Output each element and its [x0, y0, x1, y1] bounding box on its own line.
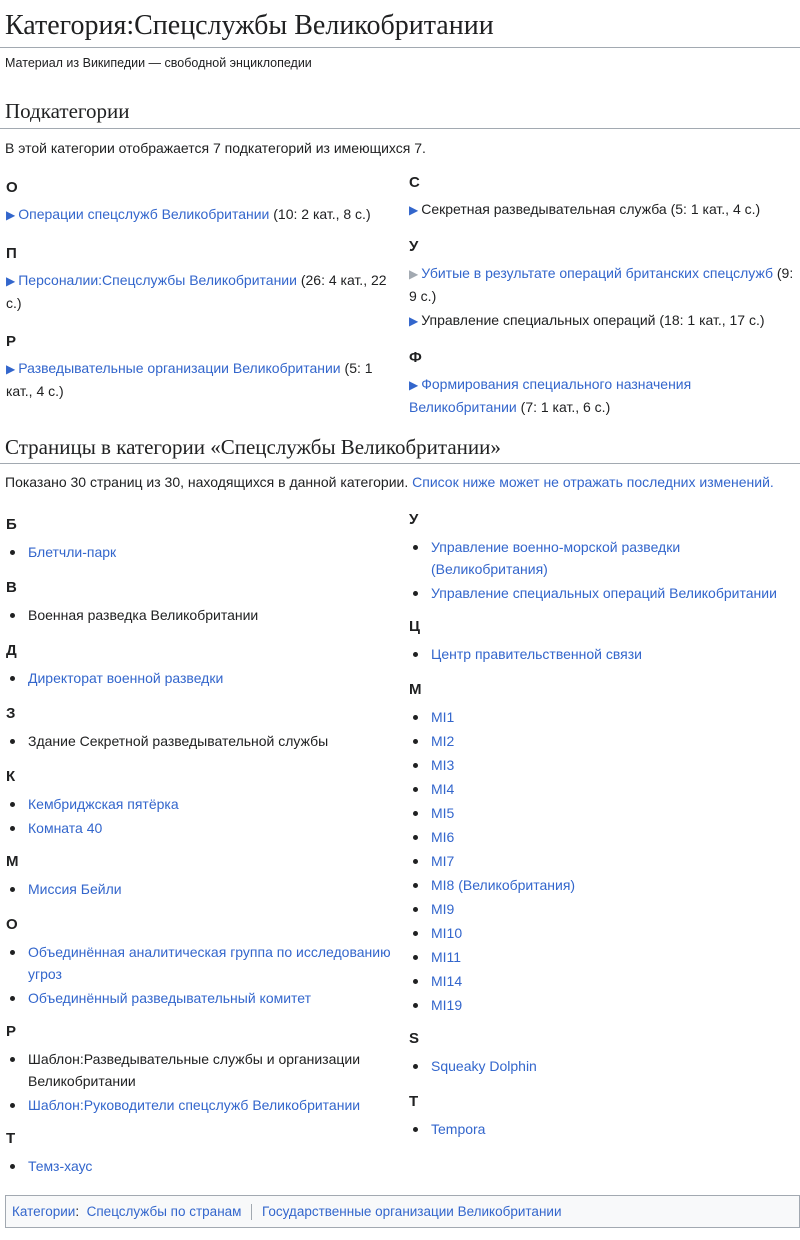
- page-group: [6, 767, 394, 839]
- triangle-right-icon[interactable]: ▶: [409, 202, 419, 217]
- list-item: [409, 922, 800, 944]
- group-letter: Д: [6, 642, 17, 659]
- triangle-right-icon[interactable]: ▶: [6, 273, 16, 288]
- group-letter: Р: [6, 1023, 17, 1040]
- subcategory-item: [409, 262, 800, 307]
- subcategory-item: [6, 357, 394, 402]
- group-letter: В: [6, 579, 17, 596]
- page-link[interactable]: MI6: [431, 829, 455, 845]
- separator: [251, 1204, 252, 1220]
- page-group: [6, 578, 394, 626]
- page-link[interactable]: Кембриджская пятёрка: [28, 796, 179, 812]
- list-item: [409, 994, 800, 1016]
- subcategory-item: [6, 269, 394, 314]
- list-item: [6, 1048, 394, 1092]
- list-item: [409, 970, 800, 992]
- group-letter: С: [409, 173, 420, 191]
- list-item: [409, 946, 800, 968]
- list-item: [409, 582, 800, 604]
- page-link[interactable]: Военная разведка Великобритании: [28, 607, 259, 623]
- page-group: [6, 704, 394, 752]
- page-link[interactable]: Squeaky Dolphin: [431, 1058, 537, 1074]
- group-letter: П: [6, 244, 17, 262]
- subcategory-count: (26: 4 кат., 22 с.): [6, 271, 387, 311]
- triangle-right-icon: ▶: [409, 266, 419, 281]
- site-tagline: Материал из Википедии — свободной энциклопедии: [5, 56, 312, 71]
- list-item: [6, 817, 394, 839]
- list-item: [6, 941, 394, 985]
- page-link[interactable]: Шаблон:Разведывательные службы и организации Великобритании: [28, 1051, 361, 1089]
- page-link[interactable]: Комната 40: [28, 820, 103, 836]
- list-item: [409, 754, 800, 776]
- page-link[interactable]: Директорат военной разведки: [28, 670, 224, 686]
- page-link[interactable]: MI8 (Великобритания): [431, 877, 576, 893]
- list-item: [6, 793, 394, 815]
- list-item: [6, 541, 394, 563]
- categories-colon: :: [75, 1204, 83, 1219]
- list-item: [409, 850, 800, 872]
- page-link[interactable]: MI9: [431, 901, 455, 917]
- subcategory-count: (18: 1 кат., 17 с.): [655, 311, 765, 328]
- list-item: [409, 874, 800, 896]
- page-group: [409, 680, 800, 1016]
- list-item: [6, 987, 394, 1009]
- subcategory-item: [6, 203, 394, 226]
- list-item: [409, 778, 800, 800]
- list-item: [6, 1094, 394, 1116]
- subcategories-info: В этой категории отображается 7 подкатегорий из имеющихся 7.: [5, 139, 426, 156]
- subcategory-item: [409, 198, 800, 221]
- triangle-right-icon[interactable]: ▶: [6, 207, 16, 222]
- pages-info: [0, 471, 800, 493]
- page-group: [409, 1092, 800, 1140]
- list-item: [409, 643, 800, 665]
- page-link[interactable]: Блетчли-парк: [28, 544, 117, 560]
- page-link[interactable]: Темз-хаус: [28, 1158, 93, 1174]
- page-link[interactable]: MI3: [431, 757, 455, 773]
- subcategory-link[interactable]: Разведывательные организации Великобритании: [18, 359, 341, 376]
- list-item: [409, 1055, 800, 1077]
- list-item: [409, 1118, 800, 1140]
- pages-columns: [0, 511, 800, 1179]
- pages-info-text: Показано 30 страниц из 30, находящихся в данной категории.: [5, 474, 409, 490]
- subcategory-item: [409, 373, 800, 418]
- group-letter: Р: [6, 332, 17, 350]
- list-item: [6, 730, 394, 752]
- group-letter: М: [6, 853, 19, 870]
- subcategory-count: (9: 9 с.): [409, 264, 794, 304]
- subcategory-item: [409, 309, 800, 332]
- group-letter: Ц: [409, 618, 420, 635]
- subcategories-heading: Подкатегории: [0, 98, 800, 128]
- pages-left-column: [0, 515, 400, 1179]
- page-link[interactable]: MI10: [431, 925, 463, 941]
- category-link[interactable]: Спецслужбы по странам: [86, 1204, 242, 1219]
- list-item: [6, 878, 394, 900]
- page-link[interactable]: MI4: [431, 781, 455, 797]
- group-letter: Б: [6, 516, 17, 533]
- triangle-right-icon[interactable]: ▶: [409, 377, 419, 392]
- list-item: [409, 536, 800, 580]
- page-link[interactable]: Объединённый разведывательный комитет: [28, 990, 312, 1006]
- group-letter: Т: [6, 1130, 16, 1147]
- triangle-right-icon[interactable]: ▶: [409, 313, 419, 328]
- page-link[interactable]: Здание Секретной разведывательной службы: [28, 733, 329, 749]
- group-letter: S: [409, 1030, 420, 1047]
- list-item: [409, 898, 800, 920]
- page-link[interactable]: MI2: [431, 733, 455, 749]
- subcategory-group: [409, 237, 800, 332]
- subcategory-group: [409, 348, 800, 418]
- page-group: [6, 1022, 394, 1116]
- subcategory-link[interactable]: Персоналии:Спецслужбы Великобритании: [18, 271, 297, 288]
- subcategory-link[interactable]: Управление специальных операций: [421, 311, 656, 328]
- group-letter: О: [6, 916, 18, 933]
- page-group: [6, 1129, 394, 1177]
- group-letter: К: [6, 768, 16, 785]
- page-group: [6, 915, 394, 1009]
- page-group: [6, 852, 394, 900]
- group-letter: M: [409, 681, 422, 698]
- list-item: [409, 802, 800, 824]
- subcategory-group: [409, 173, 800, 221]
- subcategory-group: [6, 178, 394, 226]
- page-link[interactable]: Миссия Бейли: [28, 881, 122, 897]
- page-group: [409, 1029, 800, 1077]
- changes-notice-link[interactable]: Список ниже может не отражать последних изменений.: [412, 474, 774, 490]
- page-link[interactable]: MI1: [431, 709, 455, 725]
- subcategory-count: (10: 2 кат., 8 с.): [269, 205, 371, 222]
- subcategory-group: [6, 244, 394, 314]
- page-link[interactable]: MI14: [431, 973, 463, 989]
- page-title: Категория:Спецслужбы Великобритании: [0, 0, 800, 48]
- list-item: [409, 730, 800, 752]
- triangle-right-icon[interactable]: ▶: [6, 361, 16, 376]
- group-letter: Ф: [409, 348, 422, 366]
- page-group: [6, 641, 394, 689]
- page-link[interactable]: Управление специальных операций Великобритании: [431, 585, 777, 601]
- page-link[interactable]: MI7: [431, 853, 455, 869]
- subcategories-right-column: [400, 173, 800, 418]
- page-link[interactable]: MI19: [431, 997, 463, 1013]
- page-group: [409, 617, 800, 665]
- group-letter: У: [409, 511, 419, 528]
- categories-label-link[interactable]: Категории: [12, 1204, 76, 1219]
- list-item: [6, 1155, 394, 1177]
- page-group: [409, 510, 800, 604]
- page-link[interactable]: Объединённая аналитическая группа по исследованию угроз: [28, 944, 391, 982]
- group-letter: У: [409, 237, 419, 255]
- page-link[interactable]: Управление военно-морской разведки (Великобритания): [431, 539, 681, 577]
- page-link[interactable]: MI5: [431, 805, 455, 821]
- list-item: [409, 826, 800, 848]
- list-item: [6, 604, 394, 626]
- subcategory-group: [6, 332, 394, 402]
- page-link[interactable]: MI11: [431, 949, 462, 965]
- subcategory-link[interactable]: Формирования специального назначения Великобритании: [409, 375, 692, 415]
- group-letter: З: [6, 705, 16, 722]
- subcategory-link[interactable]: Убитые в результате операций британских спецслужб: [421, 264, 773, 281]
- subcategory-count: (7: 1 кат., 6 с.): [516, 398, 611, 415]
- pages-heading: Страницы в категории «Спецслужбы Великобритании»: [0, 434, 800, 464]
- subcategories-left-column: [0, 178, 400, 418]
- list-item: [409, 706, 800, 728]
- subcategory-count: (5: 1 кат., 4 с.): [666, 200, 761, 217]
- list-item: [6, 667, 394, 689]
- page-link[interactable]: Шаблон:Руководители спецслужб Великобритании: [28, 1097, 361, 1113]
- subcategory-link[interactable]: Операции спецслужб Великобритании: [18, 205, 270, 222]
- subcategory-count: (5: 1 кат., 4 с.): [6, 359, 373, 399]
- group-letter: О: [6, 178, 18, 196]
- pages-right-column: [400, 510, 800, 1179]
- page-group: [6, 515, 394, 563]
- category-links-box: [5, 1195, 800, 1228]
- group-letter: T: [409, 1093, 419, 1110]
- page-link[interactable]: Tempora: [431, 1121, 486, 1137]
- subcategory-link[interactable]: Секретная разведывательная служба: [421, 200, 667, 217]
- category-link[interactable]: Государственные организации Великобритании: [261, 1204, 562, 1219]
- page-link[interactable]: Центр правительственной связи: [431, 646, 642, 662]
- subcategories-columns: [0, 173, 800, 418]
